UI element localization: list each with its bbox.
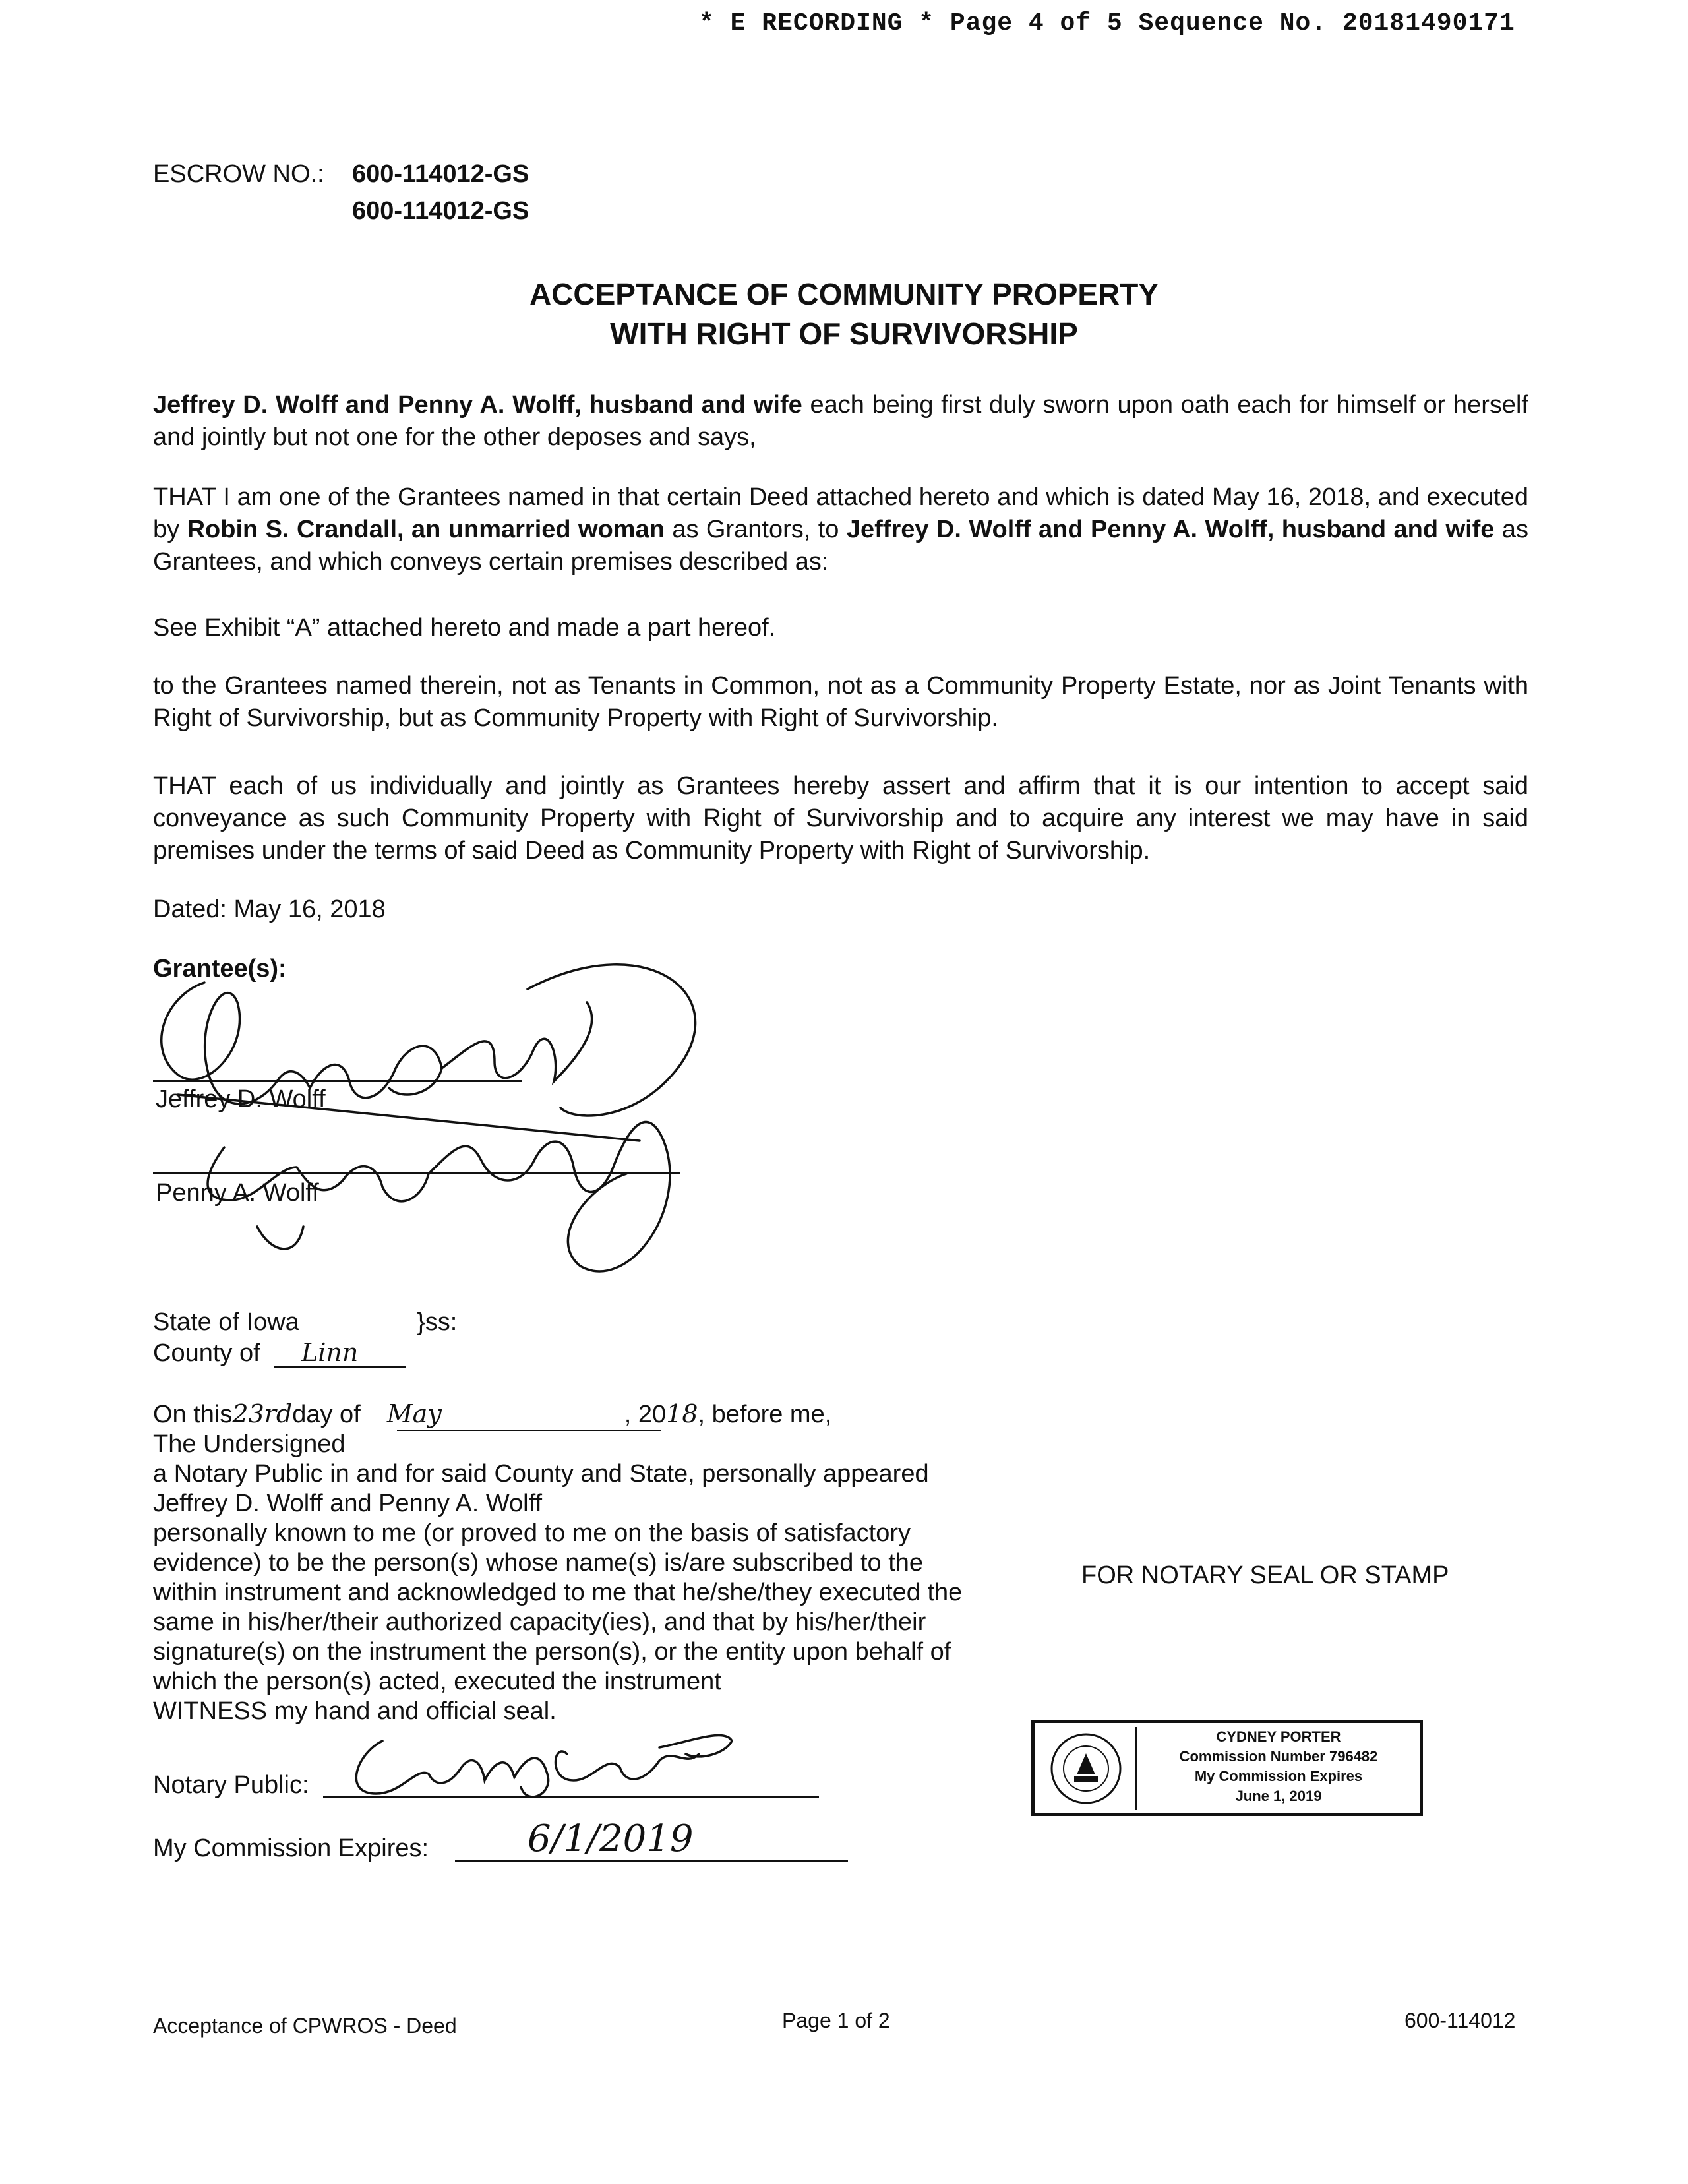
ack-text: , before me, <box>698 1401 832 1428</box>
recording-header: * E RECORDING * Page 4 of 5 Sequence No. 20181490171 <box>699 9 1515 38</box>
stamp-text <box>1140 1727 1417 1806</box>
commission-expires-label: My Commission Expires: <box>153 1835 429 1862</box>
grantees-names: Jeffrey D. Wolff and Penny A. Wolff, husband and wife <box>153 391 802 419</box>
stamp-divider <box>1135 1727 1137 1810</box>
ack-line: WITNESS my hand and official seal. <box>153 1697 557 1725</box>
ack-line: signature(s) on the instrument the person(s), or the entity upon behalf of <box>153 1638 951 1666</box>
ack-month: May <box>386 1399 442 1428</box>
ack-line: same in his/her/their authorized capacity(ies), and that by his/her/their <box>153 1608 926 1636</box>
ack-text: day of <box>292 1401 361 1428</box>
ack-line: Jeffrey D. Wolff and Penny A. Wolff <box>153 1490 543 1517</box>
seal-note: FOR NOTARY SEAL OR STAMP <box>1081 1562 1449 1589</box>
signer-name-1: Jeffrey D. Wolff <box>156 1085 326 1113</box>
ack-text: On this <box>153 1401 233 1428</box>
venue-ss: }ss: <box>417 1308 458 1336</box>
ack-line: a Notary Public in and for said County and State, personally appeared <box>153 1460 929 1488</box>
county-underline <box>274 1366 406 1368</box>
ack-line: The Undersigned <box>153 1430 346 1458</box>
paragraph-text: THAT I am one of the Grantees named in that certain Deed attached hereto and which is dated May 16, 2018, and executed by <box>153 483 1528 543</box>
stamp-line: CYDNEY PORTER <box>1216 1728 1341 1745</box>
paragraph-text: as Grantees, and which conveys certain premises described as: <box>153 516 1528 576</box>
stamp-line: June 1, 2019 <box>1235 1788 1322 1804</box>
escrow-number: 600-114012-GS <box>352 160 529 188</box>
grantor-name: Robin S. Crandall, an unmarried woman <box>187 516 665 543</box>
paragraph-affirmation: THAT each of us individually and jointly as Grantees hereby assert and affirm that it is our intention to accept said conveyance as such Community Property with Right of Survivorship and to acquire any interest we may have in said premises under the terms of said Deed as Community Property with Right of Survivorship. <box>153 772 1528 864</box>
paragraph-text: each being first duly sworn upon oath each for himself or herself and jointly but not one for the other deposes and says, <box>153 391 1528 451</box>
month-underline <box>397 1430 661 1431</box>
paragraph-text: as Grantors, to <box>664 516 847 543</box>
escrow-number-secondary: 600-114012-GS <box>352 197 529 225</box>
paragraph-exhibit: See Exhibit “A” attached hereto and made a part hereof. <box>153 614 776 642</box>
escrow-number-block <box>153 156 529 229</box>
notarial-seal-icon <box>1040 1728 1132 1809</box>
ack-year: 18 <box>666 1399 698 1428</box>
grantee-signatures <box>125 950 758 1292</box>
notary-signature <box>330 1714 752 1807</box>
title-line-2: WITH RIGHT OF SURVIVORSHIP <box>610 317 1078 351</box>
footer-escrow-number: 600-114012 <box>1404 2009 1516 2032</box>
dated-line: Dated: May 16, 2018 <box>153 895 386 923</box>
title-line-1: ACCEPTANCE OF COMMUNITY PROPERTY <box>529 277 1159 311</box>
ack-text: , 20 <box>624 1401 667 1428</box>
notary-signature-line <box>323 1796 819 1798</box>
venue-state: State of Iowa <box>153 1308 299 1336</box>
ack-line: within instrument and acknowledged to me that he/she/they executed the <box>153 1579 963 1606</box>
notary-venue <box>153 1307 458 1368</box>
notary-acknowledgment <box>153 1399 962 1726</box>
venue-county-label: County of <box>153 1339 260 1367</box>
grantees-label: Grantee(s): <box>153 955 287 983</box>
stamp-line: Commission Number 796482 <box>1179 1748 1378 1765</box>
venue-county-value: Linn <box>301 1338 359 1367</box>
commission-expires-line <box>455 1860 848 1862</box>
ack-line: personally known to me (or proved to me on the basis of satisfactory <box>153 1519 911 1547</box>
ack-line: evidence) to be the person(s) whose name(s) is/are subscribed to the <box>153 1549 924 1577</box>
ack-day: 23rd <box>232 1399 293 1428</box>
paragraph-tenancy: to the Grantees named therein, not as Tenants in Common, not as a Community Property Estate, nor as Joint Tenants with Right of Survivorship, but as Community Property with Right of Survivorship. <box>153 672 1528 732</box>
footer-document-name: Acceptance of CPWROS - Deed <box>153 2014 457 2038</box>
escrow-label: ESCROW NO.: <box>153 160 324 188</box>
footer-page-number: Page 1 of 2 <box>782 2009 890 2032</box>
stamp-line: My Commission Expires <box>1194 1768 1363 1784</box>
notary-stamp <box>1031 1720 1423 1816</box>
grantee-names: Jeffrey D. Wolff and Penny A. Wolff, husband and wife <box>846 516 1495 543</box>
signer-name-2: Penny A. Wolff <box>156 1179 319 1207</box>
paragraph-deposition <box>153 389 1528 454</box>
ack-line: which the person(s) acted, executed the instrument <box>153 1668 721 1695</box>
document-title <box>0 274 1688 353</box>
notary-public-label: Notary Public: <box>153 1771 309 1799</box>
acknowledgment-date-line <box>153 1399 962 1430</box>
commission-expires-value: 6/1/2019 <box>528 1817 694 1860</box>
paragraph-deed-reference <box>153 481 1528 578</box>
